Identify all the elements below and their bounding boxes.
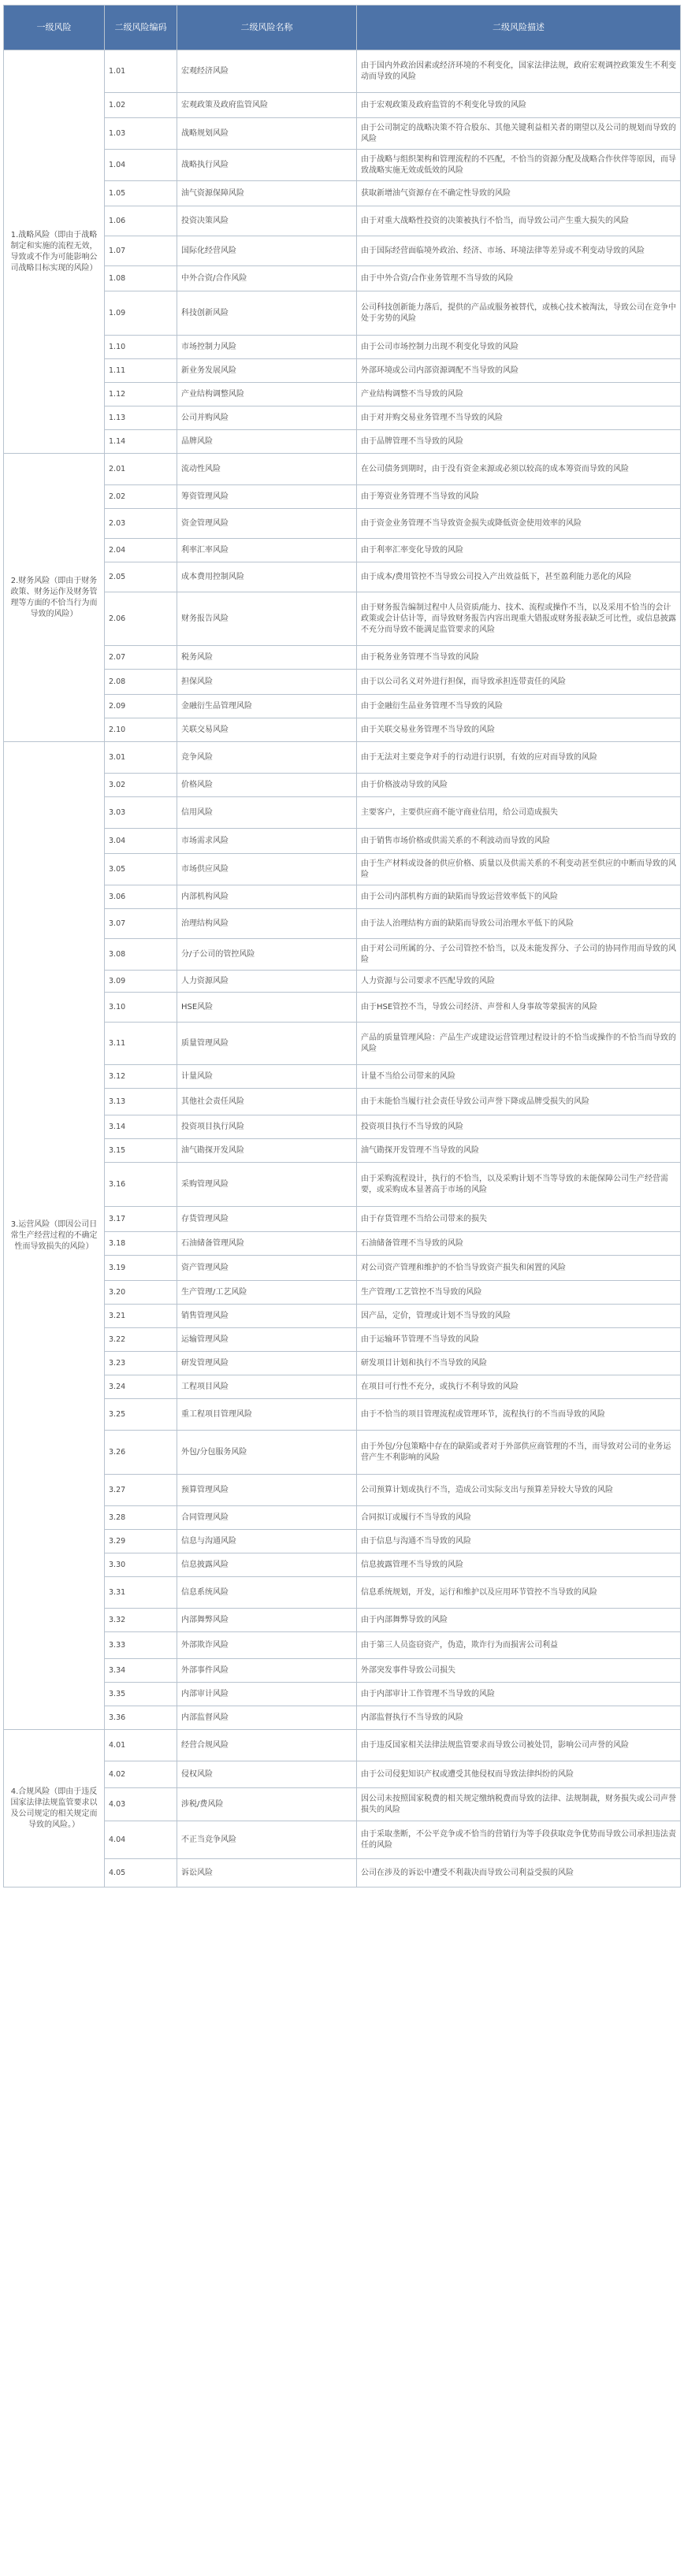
desc-cell: 由于中外合资/合作业务管理不当导致的风险 [357,266,681,291]
desc-cell: 由于价格波动导致的风险 [357,774,681,797]
desc-cell: 由于销售市场价格或供需关系的不利波动而导致的风险 [357,829,681,854]
desc-cell: 由于生产材料或设备的供应价格、质量以及供需关系的不利变动甚至供应的中断而导致的风险 [357,854,681,885]
table-row [4,206,681,236]
name-cell: 油气资源保障风险 [177,181,357,206]
code-cell: 4.04 [105,1821,177,1859]
table-row [4,406,681,430]
table-row [4,774,681,797]
desc-cell: 石油储备管理不当导致的风险 [357,1232,681,1256]
table-row [4,971,681,993]
desc-cell: 由于对重大战略性投资的决策被执行不恰当，而导致公司产生重大损失的风险 [357,206,681,236]
code-cell: 3.01 [105,742,177,774]
risk-table-body [4,50,681,1887]
header-row [4,6,681,50]
code-cell: 3.22 [105,1328,177,1352]
table-row [4,1730,681,1761]
desc-cell: 公司科技创新能力落后，提供的产品或服务被替代，或核心技术被淘汰，导致公司在竞争中处于劣势的风险 [357,291,681,336]
table-row [4,454,681,485]
desc-cell: 由于未能恰当履行社会责任导致公司声誉下降或品牌受损失的风险 [357,1089,681,1115]
desc-cell: 由于筹资业务管理不当导致的风险 [357,485,681,509]
code-cell: 1.04 [105,150,177,181]
table-row [4,1859,681,1887]
code-cell: 2.04 [105,539,177,562]
desc-cell: 由于成本/费用管控不当导致公司投入产出效益低下，甚至盈利能力恶化的风险 [357,562,681,592]
name-cell: 信息披露风险 [177,1553,357,1577]
table-row [4,236,681,266]
name-cell: 品牌风险 [177,430,357,454]
desc-cell: 由于公司制定的战略决策不符合股东、其他关键利益相关者的期望以及公司的规划而导致的风险 [357,118,681,150]
desc-cell: 人力资源与公司要求不匹配导致的风险 [357,971,681,993]
table-row [4,1065,681,1089]
desc-cell: 由于法人治理结构方面的缺陷而导致公司治理水平低下的风险 [357,909,681,939]
name-cell: 价格风险 [177,774,357,797]
name-cell: 销售管理风险 [177,1305,357,1328]
name-cell: 信息与沟通风险 [177,1530,357,1553]
code-cell: 3.11 [105,1023,177,1065]
code-cell: 3.04 [105,829,177,854]
name-cell: 侵权风险 [177,1761,357,1788]
table-row [4,646,681,670]
table-row [4,430,681,454]
name-cell: 生产管理/工艺风险 [177,1281,357,1305]
desc-cell: 由于采取垄断，不公平竞争或不恰当的营销行为等手段获取竞争优势而导致公司承担违法责任的风险 [357,1821,681,1859]
table-row [4,854,681,885]
name-cell: 信息系统风险 [177,1577,357,1609]
name-cell: 经营合规风险 [177,1730,357,1761]
code-cell: 2.07 [105,646,177,670]
name-cell: 投资决策风险 [177,206,357,236]
name-cell: 市场控制力风险 [177,336,357,359]
table-row [4,50,681,93]
desc-cell: 内部监督执行不当导致的风险 [357,1706,681,1730]
code-cell: 3.36 [105,1706,177,1730]
table-row [4,359,681,383]
code-cell: 3.10 [105,993,177,1023]
desc-cell: 由于违反国家相关法律法规监管要求而导致公司被处罚，影响公司声誉的风险 [357,1730,681,1761]
code-cell: 2.10 [105,718,177,742]
desc-cell: 由于外包/分包策略中存在的缺陷或者对于外部供应商管理的不当，而导致对公司的业务运营产生不利影响的风险 [357,1431,681,1475]
desc-cell: 油气勘探开发管理不当导致的风险 [357,1139,681,1163]
table-row [4,1761,681,1788]
table-row [4,291,681,336]
name-cell: 宏观经济风险 [177,50,357,93]
name-cell: 筹资管理风险 [177,485,357,509]
code-cell: 4.03 [105,1788,177,1821]
table-row [4,742,681,774]
table-row [4,383,681,406]
name-cell: 信用风险 [177,797,357,829]
desc-cell: 公司在涉及的诉讼中遭受不利裁决而导致公司利益受损的风险 [357,1859,681,1887]
table-row [4,695,681,718]
code-cell: 1.08 [105,266,177,291]
name-cell: 诉讼风险 [177,1859,357,1887]
desc-cell: 由于采购流程设计，执行的不恰当，以及采购计划不当等导致的未能保障公司生产经营需要，或采购成本显著高于市场的风险 [357,1163,681,1207]
table-row [4,1706,681,1730]
code-cell: 3.08 [105,939,177,971]
desc-cell: 主要客户，主要供应商不能守商业信用，给公司造成损失 [357,797,681,829]
table-row [4,718,681,742]
name-cell: 采购管理风险 [177,1163,357,1207]
desc-cell: 由于内部审计工作管理不当导致的风险 [357,1683,681,1706]
table-row [4,485,681,509]
code-cell: 1.02 [105,93,177,118]
code-cell: 3.23 [105,1352,177,1375]
desc-cell: 外部突发事件导致公司损失 [357,1659,681,1683]
desc-cell: 由于国际经营面临境外政治、经济、市场、环境法律等差异或不利变动导致的风险 [357,236,681,266]
desc-cell: 由于对并购交易业务管理不当导致的风险 [357,406,681,430]
table-row [4,829,681,854]
code-cell: 3.12 [105,1065,177,1089]
name-cell: 流动性风险 [177,454,357,485]
header-level1: 一级风险 [4,6,105,50]
code-cell: 3.26 [105,1431,177,1475]
name-cell: 投资项目执行风险 [177,1115,357,1139]
name-cell: 财务报告风险 [177,592,357,646]
code-cell: 1.07 [105,236,177,266]
table-row [4,562,681,592]
table-row [4,1139,681,1163]
table-row [4,797,681,829]
name-cell: 外部事件风险 [177,1659,357,1683]
name-cell: 内部机构风险 [177,885,357,909]
desc-cell: 外部环境或公司内部资源调配不当导致的风险 [357,359,681,383]
name-cell: 运输管理风险 [177,1328,357,1352]
desc-cell: 由于战略与组织架构和管理流程的不匹配，不恰当的资源分配及战略合作伙伴等原因，而导致战略实施无效或低效的风险 [357,150,681,181]
desc-cell: 由于运输环节管理不当导致的风险 [357,1328,681,1352]
code-cell: 3.31 [105,1577,177,1609]
desc-cell: 信息系统规划，开发，运行和维护以及应用环节管控不当导致的风险 [357,1577,681,1609]
code-cell: 3.27 [105,1475,177,1506]
code-cell: 3.33 [105,1632,177,1659]
name-cell: 预算管理风险 [177,1475,357,1506]
name-cell: 产业结构调整风险 [177,383,357,406]
code-cell: 3.03 [105,797,177,829]
code-cell: 3.35 [105,1683,177,1706]
header-code: 二级风险编码 [105,6,177,50]
table-row [4,1475,681,1506]
name-cell: 担保风险 [177,670,357,695]
desc-cell: 由于宏观政策及政府监管的不利变化导致的风险 [357,93,681,118]
category-cell: 2.财务风险（即由于财务政策、财务运作及财务管理等方面的不恰当行为而导致的风险） [4,454,105,742]
category-cell: 4.合规风险（即由于违反国家法律法规监管要求以及公司规定的相关规定而导致的风险。） [4,1730,105,1887]
desc-cell: 由于金融衍生品业务管理不当导致的风险 [357,695,681,718]
code-cell: 3.13 [105,1089,177,1115]
desc-cell: 由于公司内部机构方面的缺陷而导致运营效率低下的风险 [357,885,681,909]
desc-cell: 合同拟订或履行不当导致的风险 [357,1506,681,1530]
table-row [4,592,681,646]
name-cell: 资金管理风险 [177,509,357,539]
table-row [4,1821,681,1859]
name-cell: 税务风险 [177,646,357,670]
name-cell: 石油储备管理风险 [177,1232,357,1256]
table-row [4,1023,681,1065]
category-cell: 3.运营风险（即因公司日常生产经营过程的不确定性而导致损失的风险） [4,742,105,1730]
table-row [4,1399,681,1431]
name-cell: 不正当竞争风险 [177,1821,357,1859]
code-cell: 3.07 [105,909,177,939]
desc-cell: 信息披露管理不当导致的风险 [357,1553,681,1577]
desc-cell: 在项目可行性不充分，或执行不利导致的风险 [357,1375,681,1399]
name-cell: 金融衍生品管理风险 [177,695,357,718]
code-cell: 3.21 [105,1305,177,1328]
table-row [4,93,681,118]
table-row [4,1115,681,1139]
code-cell: 1.05 [105,181,177,206]
code-cell: 2.09 [105,695,177,718]
name-cell: 国际化经营风险 [177,236,357,266]
table-row [4,1577,681,1609]
code-cell: 3.17 [105,1207,177,1232]
name-cell: 战略规划风险 [177,118,357,150]
table-row [4,1328,681,1352]
desc-cell: 产业结构调整不当导致的风险 [357,383,681,406]
name-cell: 研发管理风险 [177,1352,357,1375]
code-cell: 3.15 [105,1139,177,1163]
name-cell: 利率汇率风险 [177,539,357,562]
code-cell: 3.34 [105,1659,177,1683]
name-cell: 重工程项目管理风险 [177,1399,357,1431]
desc-cell: 由于信息与沟通不当导致的风险 [357,1530,681,1553]
table-row [4,1281,681,1305]
name-cell: 新业务发展风险 [177,359,357,383]
name-cell: 分/子公司的管控风险 [177,939,357,971]
code-cell: 3.24 [105,1375,177,1399]
table-row [4,1788,681,1821]
code-cell: 3.32 [105,1609,177,1632]
desc-cell: 在公司债务到期时，由于没有资金来源或必须以较高的成本筹资而导致的风险 [357,454,681,485]
code-cell: 3.29 [105,1530,177,1553]
name-cell: 资产管理风险 [177,1256,357,1281]
code-cell: 1.13 [105,406,177,430]
table-row [4,885,681,909]
desc-cell: 由于国内外政治因素或经济环境的不利变化，国家法律法规，政府宏观调控政策发生不利变动而导致的风险 [357,50,681,93]
table-row [4,539,681,562]
table-row [4,118,681,150]
code-cell: 3.05 [105,854,177,885]
desc-cell: 由于无法对主要竞争对手的行动进行识别，有效的应对而导致的风险 [357,742,681,774]
code-cell: 3.14 [105,1115,177,1139]
table-row [4,1530,681,1553]
name-cell: 公司并购风险 [177,406,357,430]
desc-cell: 由于关联交易业务管理不当导致的风险 [357,718,681,742]
desc-cell: 由于品牌管理不当导致的风险 [357,430,681,454]
table-row [4,1163,681,1207]
risk-table [3,5,681,1887]
code-cell: 2.08 [105,670,177,695]
name-cell: 内部监督风险 [177,1706,357,1730]
code-cell: 3.30 [105,1553,177,1577]
table-row [4,1553,681,1577]
desc-cell: 因公司未按照国家税费的相关规定缴纳税费而导致的法律、法规制裁，财务损失或公司声誉损失的风险 [357,1788,681,1821]
desc-cell: 由于财务报告编制过程中人员资质/能力、技术、流程或操作不当，以及采用不恰当的会计政策或会计估计等，而导致财务报告内容出现重大错报或财务报表缺乏可比性，或信息披露不充分而导致不能满足监管要求的风险 [357,592,681,646]
code-cell: 1.14 [105,430,177,454]
name-cell: 涉税/费风险 [177,1788,357,1821]
name-cell: 内部审计风险 [177,1683,357,1706]
desc-cell: 获取新增油气资源存在不确定性导致的风险 [357,181,681,206]
header-name: 二级风险名称 [177,6,357,50]
desc-cell: 公司预算计划或执行不当，造成公司实际支出与预算差异较大导致的风险 [357,1475,681,1506]
table-row [4,1207,681,1232]
table-row [4,1659,681,1683]
desc-cell: 由于以公司名义对外进行担保，而导致承担连带责任的风险 [357,670,681,695]
desc-cell: 由于对公司所属的分、子公司管控不恰当，以及未能发挥分、子公司的协同作用而导致的风险 [357,939,681,971]
desc-cell: 计量不当给公司带来的风险 [357,1065,681,1089]
code-cell: 3.25 [105,1399,177,1431]
desc-cell: 由于存货管理不当给公司带来的损失 [357,1207,681,1232]
code-cell: 2.02 [105,485,177,509]
name-cell: HSE风险 [177,993,357,1023]
name-cell: 宏观政策及政府监管风险 [177,93,357,118]
table-row [4,266,681,291]
code-cell: 4.02 [105,1761,177,1788]
name-cell: 成本费用控制风险 [177,562,357,592]
category-cell: 1.战略风险（即由于战略制定和实施的流程无效，导致或不作为可能影响公司战略目标实现的风险） [4,50,105,454]
table-row [4,1609,681,1632]
table-row [4,150,681,181]
desc-cell: 由于不恰当的项目管理流程或管理环节，流程执行的不当而导致的风险 [357,1399,681,1431]
code-cell: 3.28 [105,1506,177,1530]
desc-cell: 因产品，定价，管理或计划不当导致的风险 [357,1305,681,1328]
desc-cell: 由于公司侵犯知识产权或遭受其他侵权而导致法律纠纷的风险 [357,1761,681,1788]
table-row [4,1232,681,1256]
desc-cell: 由于第三人员盗窃资产，伪造，欺诈行为而损害公司利益 [357,1632,681,1659]
table-row [4,993,681,1023]
code-cell: 3.19 [105,1256,177,1281]
desc-cell: 由于公司市场控制力出现不利变化导致的风险 [357,336,681,359]
code-cell: 1.06 [105,206,177,236]
code-cell: 1.03 [105,118,177,150]
desc-cell: 投资项目执行不当导致的风险 [357,1115,681,1139]
name-cell: 外包/分包服务风险 [177,1431,357,1475]
header-desc: 二级风险描述 [357,6,681,50]
code-cell: 4.01 [105,1730,177,1761]
table-row [4,1375,681,1399]
name-cell: 中外合资/合作风险 [177,266,357,291]
name-cell: 市场需求风险 [177,829,357,854]
name-cell: 科技创新风险 [177,291,357,336]
table-row [4,1089,681,1115]
desc-cell: 由于税务业务管理不当导致的风险 [357,646,681,670]
code-cell: 3.09 [105,971,177,993]
table-row [4,1256,681,1281]
desc-cell: 生产管理/工艺管控不当导致的风险 [357,1281,681,1305]
table-row [4,1506,681,1530]
code-cell: 1.09 [105,291,177,336]
name-cell: 油气勘探开发风险 [177,1139,357,1163]
name-cell: 存货管理风险 [177,1207,357,1232]
code-cell: 3.06 [105,885,177,909]
code-cell: 3.02 [105,774,177,797]
name-cell: 关联交易风险 [177,718,357,742]
desc-cell: 产品的质量管理风险：产品生产或建设运营管理过程设计的不恰当或操作的不恰当而导致的风险 [357,1023,681,1065]
name-cell: 工程项目风险 [177,1375,357,1399]
name-cell: 内部舞弊风险 [177,1609,357,1632]
name-cell: 市场供应风险 [177,854,357,885]
name-cell: 战略执行风险 [177,150,357,181]
name-cell: 人力资源风险 [177,971,357,993]
table-row [4,670,681,695]
table-row [4,336,681,359]
table-row [4,1431,681,1475]
code-cell: 1.11 [105,359,177,383]
code-cell: 3.20 [105,1281,177,1305]
name-cell: 竞争风险 [177,742,357,774]
name-cell: 治理结构风险 [177,909,357,939]
code-cell: 3.18 [105,1232,177,1256]
name-cell: 其他社会责任风险 [177,1089,357,1115]
code-cell: 1.01 [105,50,177,93]
desc-cell: 由于利率汇率变化导致的风险 [357,539,681,562]
code-cell: 2.05 [105,562,177,592]
desc-cell: 对公司资产管理和维护的不恰当导致资产损失和闲置的风险 [357,1256,681,1281]
desc-cell: 由于HSE管控不当，导致公司经济、声誉和人身事故等蒙损害的风险 [357,993,681,1023]
name-cell: 合同管理风险 [177,1506,357,1530]
code-cell: 2.06 [105,592,177,646]
code-cell: 3.16 [105,1163,177,1207]
code-cell: 4.05 [105,1859,177,1887]
code-cell: 1.10 [105,336,177,359]
table-row [4,1683,681,1706]
code-cell: 2.03 [105,509,177,539]
desc-cell: 研发项目计划和执行不当导致的风险 [357,1352,681,1375]
table-row [4,1352,681,1375]
desc-cell: 由于资金业务管理不当导致资金损失或降低资金使用效率的风险 [357,509,681,539]
code-cell: 2.01 [105,454,177,485]
table-row [4,909,681,939]
table-row [4,939,681,971]
name-cell: 外部欺诈风险 [177,1632,357,1659]
table-row [4,509,681,539]
risk-table-container [3,5,681,1887]
table-row [4,1305,681,1328]
code-cell: 1.12 [105,383,177,406]
table-row [4,1632,681,1659]
table-row [4,181,681,206]
name-cell: 计量风险 [177,1065,357,1089]
desc-cell: 由于内部舞弊导致的风险 [357,1609,681,1632]
name-cell: 质量管理风险 [177,1023,357,1065]
